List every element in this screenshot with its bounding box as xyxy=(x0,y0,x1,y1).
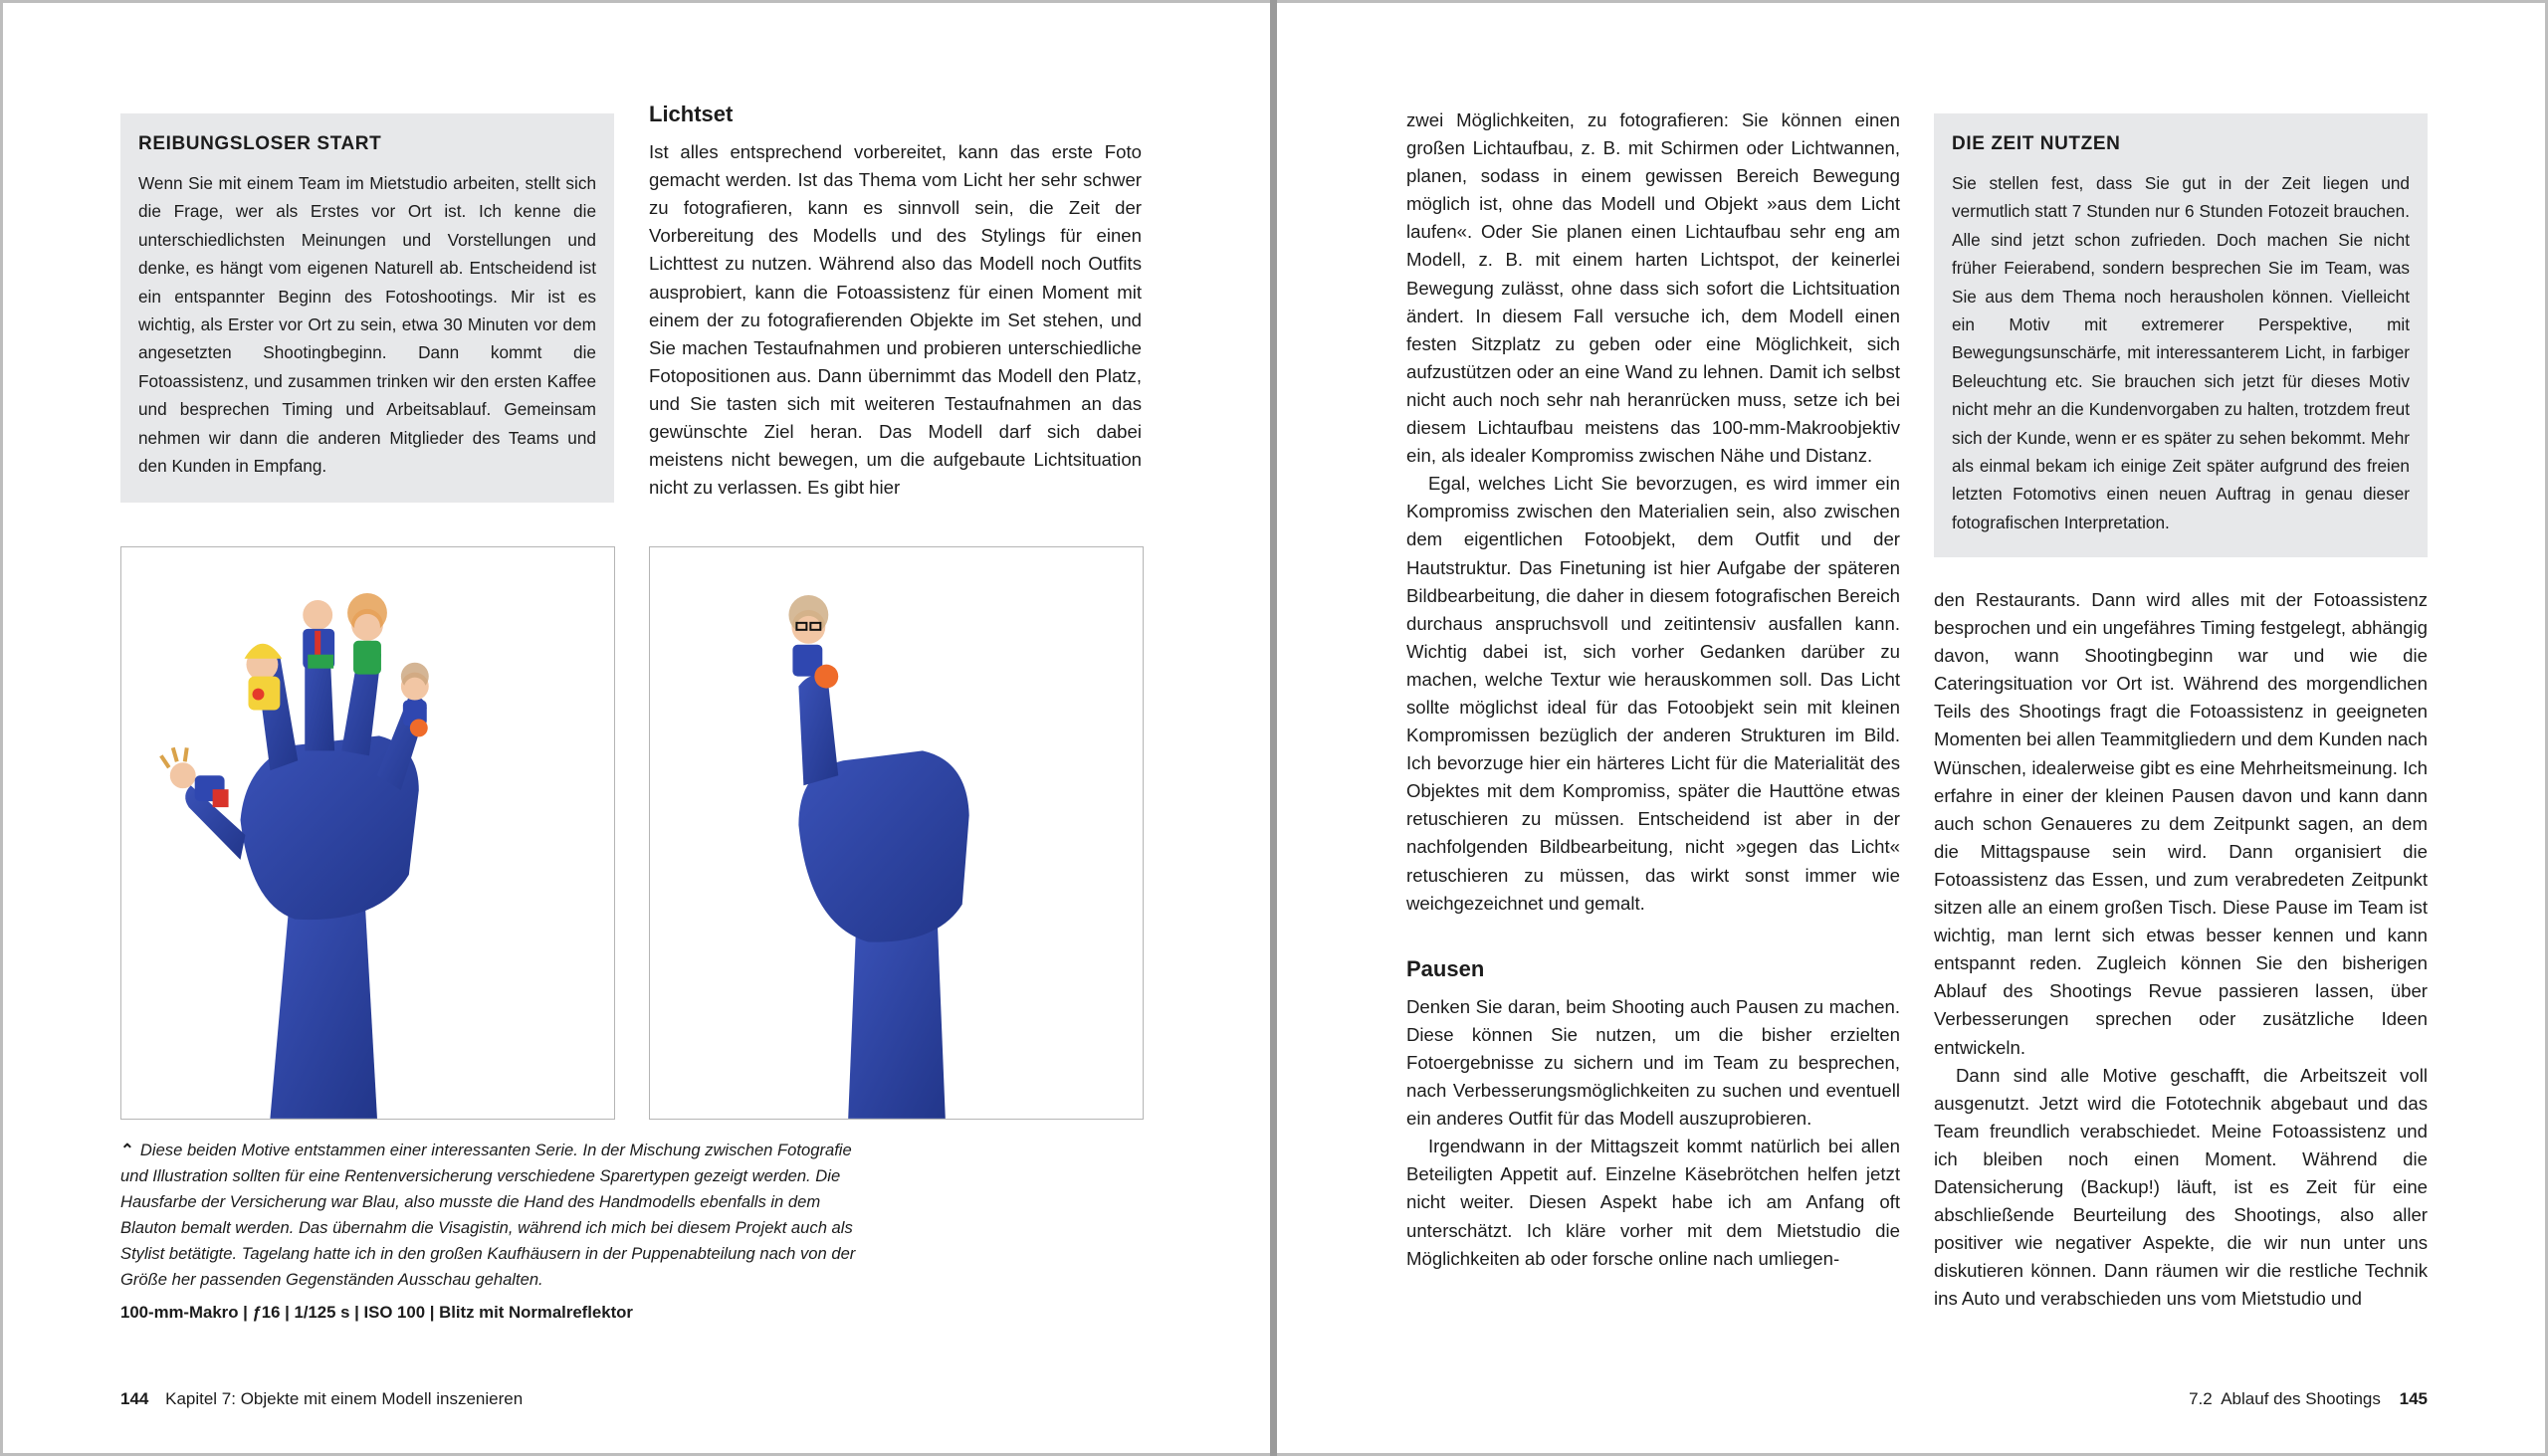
right-footer xyxy=(1974,1389,2428,1409)
sidebar-text: Sie stellen fest, dass Sie gut in der Zeit liegen und vermutlich statt 7 Stunden nur 6 Stunden Fotozeit brauchen. Alle sind jetzt schon zufrieden. Doch machen Sie nicht früher Feierabend, sondern besprechen Sie im Team, was Sie aus dem Thema noch herausholen können. Vielleicht ein Motiv mit extremerer Perspektive, mit Bewegungsunschärfe, mit interessanterem Licht, in farbiger Beleuchtung etc. Sie brauchen sich jetzt für dieses Motiv nicht mehr an die Kundenvorgaben zu halten, trotzdem freut sich der Kunde, wenn er es später zu sehen bekommt. Mehr als einmal bekam ich einige Zeit später aufgrund des freien letzten Fotomotivs einen neuen Auftrag in genau dieser fotografischen Interpretation. xyxy=(1952,173,2410,532)
heading-pausen: Pausen xyxy=(1406,955,1485,981)
sidebar-title: REIBUNGSLOSER START xyxy=(138,133,382,154)
sidebar-reibungsloser-start xyxy=(120,113,614,503)
raised-finger-illustration xyxy=(650,547,1143,1119)
caption-arrow-icon: ⌃ xyxy=(120,1141,134,1159)
left-page xyxy=(3,3,1270,1453)
left-body-column xyxy=(649,101,1142,502)
right-column-2 xyxy=(1934,586,2428,1313)
left-footer xyxy=(120,1389,523,1409)
book-gutter xyxy=(1270,0,1277,1456)
body-paragraph: Ist alles entsprechend vorbereitet, kann das erste Foto gemacht werden. Ist das Thema vom Licht her sehr schwer zu fotografieren, kann es sinnvoll sein, die Zeit der Vorbereitung des Modells und des Stylings für einen Lichttest zu nutzen. Während also das Modell noch Outfits ausprobiert, kann die Fotoassistenz für einen Moment mit einem der zu fotografierenden Objekte im Set stehen, und Sie machen Testaufnahmen und probieren unterschiedliche Fotopositionen aus. Dann übernimmt das Modell den Platz, und Sie tasten sich mit weiteren Testaufnahmen an das gewünschte Ziel heran. Das Modell darf sich dabei meistens nicht bewegen, um die aufgebaute Lichtsituation nicht zu verlassen. Es gibt hier xyxy=(649,141,1142,499)
right-column-1 xyxy=(1406,106,1900,1273)
photo-hand-five-figures xyxy=(120,546,615,1120)
heading-lichtset: Lichtset xyxy=(649,102,734,126)
caption-text: Diese beiden Motive entstammen einer interessanten Serie. In der Mischung zwischen Fotografie und Illustration sollten für eine Rentenversicherung verschiedene Sparertypen gezeigt werden. Die Hausfarbe der Versicherung war Blau, also musste die Hand des Handmodells ebenfalls in dem Blauton bemalt werden. Das übernahm die Visagistin, während ich mich bei diesem Projekt auch als Stylist betätigte. Tagelang hatte ich in den großen Kaufhäusern in der Puppenabteilung nach von der Größe her passenden Gegenständen Ausschau gehalten. xyxy=(120,1141,856,1289)
body-paragraph: Irgendwann in der Mittagszeit kommt natürlich bei allen Beteiligten Appetit auf. Einzelne Käsebrötchen helfen jetzt nicht weiter. Diesen Aspekt habe ich am Anfang oft unterschätzt. Ich kläre vorher mit dem Mietstudio die Möglichkeiten ab oder forsche online nach umliegen- xyxy=(1406,1136,1900,1269)
running-title-left: Kapitel 7: Objekte mit einem Modell inszenieren xyxy=(165,1389,524,1408)
photo-caption xyxy=(120,1138,862,1293)
body-paragraph: den Restaurants. Dann wird alles mit der Fotoassistenz besprochen und ein ungefähres Timing festgelegt, abhängig davon, wann Shootingbeginn war und wie die Cateringsituation vor Ort ist. Während des morgendlichen Teils des Shootings fragt die Fotoassistenz in geeigneten Momenten bei allen Teammitgliedern und dem Kunden nach Wünschen, idealerweise gibt es eine Mehrheitsmeinung. Ich erfahre in einer der kleinen Pausen davon und kann dann auch schon Genaueres zu dem Zeitpunkt sagen, an dem die Mittagspause sein wird. Dann organisiert die Fotoassistenz das Essen, und zum verabredeten Zeitpunkt sitzen alle an einem großen Tisch. Diese Pause im Team ist wichtig, man lernt sich etwas besser kennen und kann entspannt reden. Zugleich können Sie den bisherigen Ablauf des Shootings Revue passieren lassen, über Verbesserungen sprechen oder zusätzliche Ideen entwickeln. xyxy=(1934,589,2428,1058)
body-paragraph: Egal, welches Licht Sie bevorzugen, es wird immer ein Kompromiss zwischen den Materialien sein, also zwischen dem eigentlichen Fotoobjekt, dem Outfit und der Hautstruktur. Das Finetuning ist hier Aufgabe der späteren Bildbearbeitung, die daher in diesem fotografischen Bereich durchaus anspruchsvoll und zeitintensiv ausfallen kann. Wichtig dabei ist, sich vorher Gedanken darüber zu machen, welche Textur wie herauskommen soll. Das Licht sollte möglichst ideal für das Fotoobjekt sein mit kleinen Kompromissen bezüglich der anderen Strukturen im Bild. Ich bevorzuge hier ein härteres Licht für die Materialität des Objektes mit dem Kompromiss, später die Hauttöne etwas retuschieren zu müssen. Entscheidend ist aber in der nachfolgenden Bildbearbeitung, nicht »gegen das Licht« retuschieren zu müssen, das wirkt sonst immer wie weichgezeichnet und gemalt. xyxy=(1406,473,1900,914)
body-paragraph: Denken Sie daran, beim Shooting auch Pausen zu machen. Diese können Sie nutzen, um die bisher erzielten Fotoergebnisse zu sichern und im Team zu besprechen, nach Verbesserungsmöglichkeiten zu suchen und eventuell ein anderes Outfit für das Modell auszuprobieren. xyxy=(1406,995,1900,1130)
body-paragraph: zwei Möglichkeiten, zu fotografieren: Sie können einen großen Lichtaufbau, z. B. mit Schirmen oder Lichtwannen, planen, sodass in einem gewissen Bereich Bewegung möglich ist, ohne das Modell und Objekt »aus dem Licht laufen«. Oder Sie planen einen Lichtaufbau sehr eng am Modell, z. B. mit einem harten Lichtspot, der keinerlei Bewegung zulässt, ohne dass sich sofort die Lichtsituation ändert. In diesem Fall versuche ich, dem Modell einen festen Sitzplatz zu geben oder eine Möglichkeit, sich aufzustützen oder an eine Wand zu lehnen. Damit ich selbst nicht auch noch sehr nah heranrücken muss, setze ich bei diesem Lichtaufbau meistens das 100-mm-Makroobjektiv ein, als idealer Kompromiss zwischen Nähe und Distanz. xyxy=(1406,109,1900,467)
body-paragraph: Dann sind alle Motive geschafft, die Arbeitszeit voll ausgenutzt. Jetzt wird die Fototechnik abgebaut und das Team freundlich verabschiedet. Meine Fotoassistenz und ich bleiben noch einen Moment. Während die Datensicherung (Backup!) läuft, ist es Zeit für eine abschließende Beurteilung des Shootings, also aller positiver wie negativer Aspekte, die wir nun unter uns diskutieren können. Dann räumen wir die restliche Technik ins Auto und verabschieden uns vom Mietstudio und xyxy=(1934,1064,2428,1310)
running-title-right: 7.2 Ablauf des Shootings xyxy=(2189,1389,2381,1408)
sidebar-text: Wenn Sie mit einem Team im Mietstudio arbeiten, stellt sich die Frage, wer als Erstes vor Ort ist. Ich kenne die unterschiedlichsten Meinungen und Vorstellungen und denke, es hängt vom eigenen Naturell ab. Entscheidend ist ein entspannter Beginn des Fotoshootings. Mir ist es wichtig, als Erster vor Ort zu sein, etwa 30 Minuten vor dem angesetzten Shootingbeginn. Dann kommt die Fotoassistenz, und zusammen trinken wir den ersten Kaffee und besprechen Timing und Arbeitsablauf. Gemeinsam nehmen wir dann die anderen Mitglieder des Teams und den Kunden in Empfang. xyxy=(138,173,596,477)
hand-figures-illustration xyxy=(121,547,614,1119)
sidebar-title: DIE ZEIT NUTZEN xyxy=(1952,133,2121,154)
photo-raised-finger xyxy=(649,546,1144,1120)
exif-data: 100-mm-Makro | ƒ16 | 1/125 s | ISO 100 | Blitz mit Normalreflektor xyxy=(120,1303,633,1322)
sidebar-die-zeit-nutzen xyxy=(1934,113,2428,557)
page-number-right: 145 xyxy=(2399,1389,2428,1408)
page-number-left: 144 xyxy=(120,1389,149,1408)
right-page xyxy=(1277,3,2545,1453)
